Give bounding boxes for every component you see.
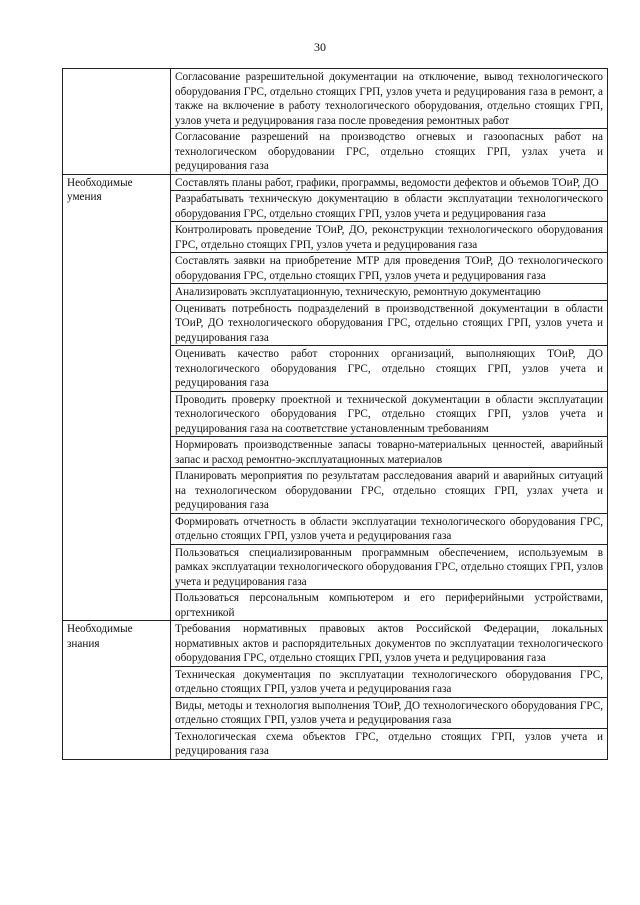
continuation-label [63, 69, 171, 175]
skills-item: Разрабатывать техническую документацию в области эксплуатации технологического оборудования ГРС, отдельно стоящих ГРП, узлов учета и редуцирования газа [171, 191, 608, 222]
skills-item: Пользоваться специализированным программным обеспечением, используемым в рамках эксплуатации технологического оборудования ГРС, отдельно стоящих ГРП, узлов учета и редуцирования газа [171, 544, 608, 590]
knowledge-item: Требования нормативных правовых актов Российской Федерации, локальных нормативных актов и распорядительных документов по эксплуатации технологического оборудования ГРС, отдельно стоящих ГРП, узлов учета и редуцирования газа [171, 621, 608, 667]
knowledge-item: Техническая документация по эксплуатации технологического оборудования ГРС, отдельно стоящих ГРП, узлов учета и редуцирования газа [171, 666, 608, 697]
continuation-item: Согласование разрешительной документации на отключение, вывод технологического оборудования ГРС, отдельно стоящих ГРП, узлов учета и редуцирования газа в ремонт, а также на включение в работу технологического оборудования, отдельно стоящих ГРП, узлов учета и редуцирования газа после проведения ремонтных работ [171, 69, 608, 129]
table-row [63, 69, 608, 129]
table-row [63, 174, 608, 191]
skills-label: Необходимые умения [63, 174, 171, 621]
knowledge-item: Виды, методы и технология выполнения ТОиР, ДО технологического оборудования ГРС, отдельно стоящих ГРП, узлов учета и редуцирования газа [171, 697, 608, 728]
skills-item: Пользоваться персональным компьютером и его периферийными устройствами, оргтехникой [171, 590, 608, 621]
competency-table [62, 68, 608, 760]
page-number: 30 [314, 40, 326, 54]
skills-item: Оценивать качество работ сторонних организаций, выполняющих ТОиР, ДО технологического оборудования ГРС, отдельно стоящих ГРП, узлов учета и редуцирования газа [171, 346, 608, 392]
knowledge-item: Технологическая схема объектов ГРС, отдельно стоящих ГРП, узлов учета и редуцирования газа [171, 728, 608, 759]
skills-item: Проводить проверку проектной и технической документации в области эксплуатации технологического оборудования ГРС, отдельно стоящих ГРП, узлов учета и редуцирования газа на соответствие установленным требованиям [171, 391, 608, 437]
continuation-item: Согласование разрешений на производство огневых и газоопасных работ на технологическом оборудовании ГРС, отдельно стоящих ГРП, узлах учета и редуцирования газа [171, 129, 608, 175]
skills-item: Составлять планы работ, графики, программы, ведомости дефектов и объемов ТОиР, ДО [171, 174, 608, 191]
skills-item: Контролировать проведение ТОиР, ДО, реконструкции технологического оборудования ГРС, отдельно стоящих ГРП, узлов учета и редуцирования газа [171, 222, 608, 253]
table-row [63, 621, 608, 667]
skills-item: Анализировать эксплуатационную, техническую, ремонтную документацию [171, 284, 608, 301]
skills-item: Составлять заявки на приобретение МТР для проведения ТОиР, ДО технологического оборудования ГРС, отдельно стоящих ГРП, узлов учета и редуцирования газа [171, 253, 608, 284]
skills-item: Планировать мероприятия по результатам расследования аварий и аварийных ситуаций на технологическом оборудовании ГРС, отдельно стоящих ГРП, узлах учета и редуцирования газа [171, 468, 608, 514]
skills-item: Нормировать производственные запасы товарно-материальных ценностей, аварийный запас и расход ремонтно-эксплуатационных материалов [171, 437, 608, 468]
skills-item: Формировать отчетность в области эксплуатации технологического оборудования ГРС, отдельно стоящих ГРП, узлов учета и редуцирования газа [171, 513, 608, 544]
knowledge-label: Необходимые знания [63, 621, 171, 760]
skills-item: Оценивать потребность подразделений в производственной документации в области ТОиР, ДО технологического оборудования ГРС, отдельно стоящих ГРП, узлов учета и редуцирования газа [171, 300, 608, 346]
